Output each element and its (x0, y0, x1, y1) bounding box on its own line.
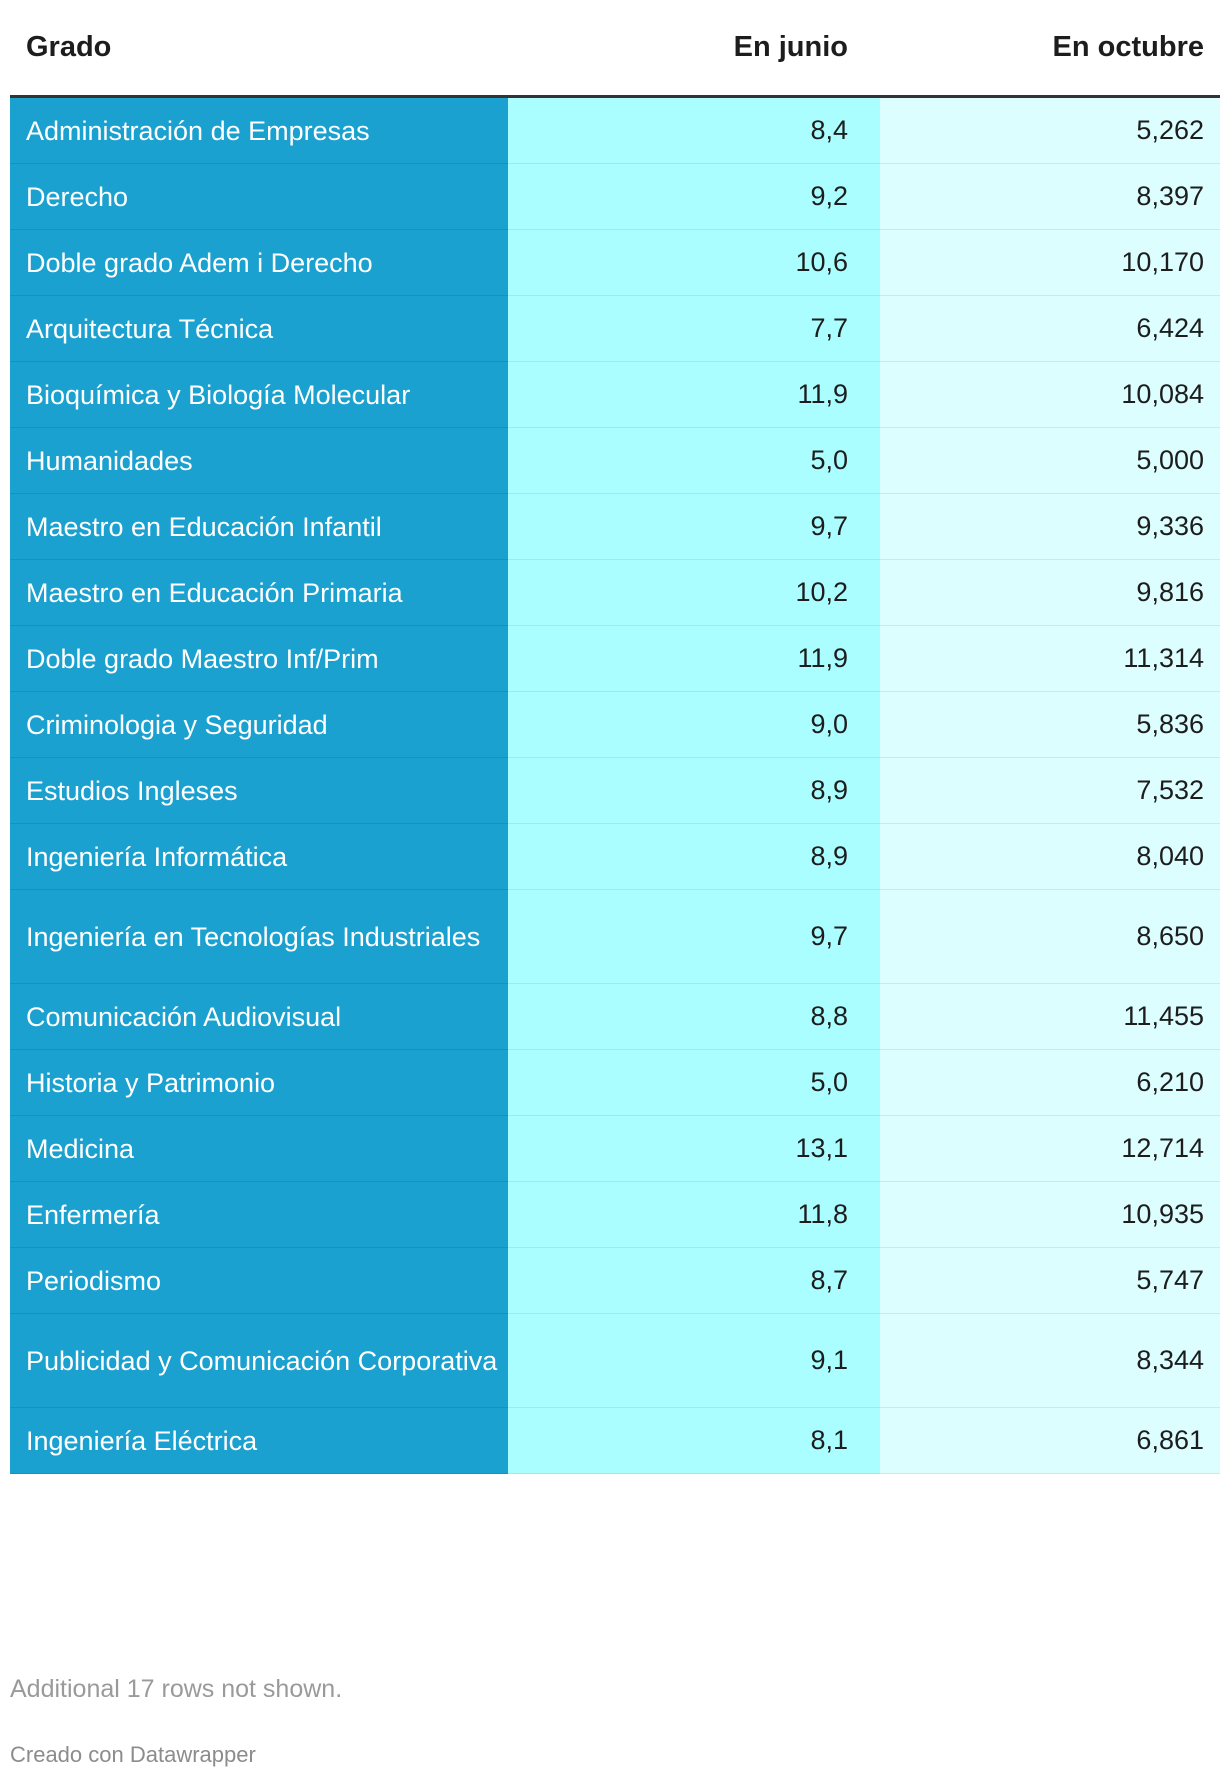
cell-grado (10, 1408, 508, 1474)
cell-grado-text: Doble grado Adem i Derecho (26, 247, 373, 278)
cell-octubre: 7,532 (880, 758, 1220, 824)
cell-grado-text: Publicidad y Comunicación Corporativa (26, 1345, 498, 1376)
cell-junio: 11,9 (508, 626, 880, 692)
cell-grado (10, 1182, 508, 1248)
cell-octubre: 10,084 (880, 362, 1220, 428)
cell-junio: 7,7 (508, 296, 880, 362)
cell-grado-text: Ingeniería Eléctrica (26, 1425, 258, 1456)
cell-grado (10, 296, 508, 362)
cell-grado-text: Bioquímica y Biología Molecular (26, 379, 411, 410)
cell-grado-text: Arquitectura Técnica (26, 313, 274, 344)
cell-grado-text: Periodismo (26, 1265, 162, 1296)
cell-junio: 11,9 (508, 362, 880, 428)
cell-octubre: 6,210 (880, 1050, 1220, 1116)
cell-grado (10, 1116, 508, 1182)
table-row (10, 824, 1220, 890)
cell-junio: 10,6 (508, 230, 880, 296)
cell-grado (10, 98, 508, 164)
cell-octubre: 5,747 (880, 1248, 1220, 1314)
table-notes: Additional 17 rows not shown. (10, 1675, 343, 1703)
table-row (10, 98, 1220, 164)
table-row (10, 428, 1220, 494)
cell-grado (10, 890, 508, 984)
cell-grado-text: Medicina (26, 1133, 135, 1164)
credit-line: Creado con Datawrapper (10, 1742, 256, 1767)
cell-junio: 8,8 (508, 984, 880, 1050)
cell-grado-text: Ingeniería en Tecnologías Industriales (26, 921, 481, 952)
cell-junio: 9,2 (508, 164, 880, 230)
cell-grado-text: Estudios Ingleses (26, 775, 238, 806)
table-row (10, 296, 1220, 362)
cell-junio: 10,2 (508, 560, 880, 626)
cell-grado-text: Derecho (26, 181, 129, 212)
cell-grado (10, 1050, 508, 1116)
cell-grado (10, 494, 508, 560)
cell-octubre: 9,336 (880, 494, 1220, 560)
cell-octubre: 11,314 (880, 626, 1220, 692)
table-header (10, 0, 1220, 98)
table-row (10, 890, 1220, 984)
table-row (10, 1408, 1220, 1474)
table-row (10, 164, 1220, 230)
cell-grado-text: Doble grado Maestro Inf/Prim (26, 643, 379, 674)
cell-octubre: 8,650 (880, 890, 1220, 984)
cell-octubre: 6,861 (880, 1408, 1220, 1474)
column-header-junio[interactable]: En junio (733, 31, 848, 63)
column-header-octubre[interactable]: En octubre (1052, 31, 1204, 63)
table-row (10, 362, 1220, 428)
table-row (10, 230, 1220, 296)
table-row (10, 1050, 1220, 1116)
cell-octubre: 12,714 (880, 1116, 1220, 1182)
cell-junio: 9,7 (508, 890, 880, 984)
table-row (10, 494, 1220, 560)
table-body (10, 98, 1220, 1474)
cell-grado (10, 560, 508, 626)
cell-junio: 5,0 (508, 1050, 880, 1116)
cell-junio: 9,7 (508, 494, 880, 560)
cell-grado (10, 164, 508, 230)
cell-junio: 11,8 (508, 1182, 880, 1248)
cell-grado (10, 428, 508, 494)
cell-octubre: 10,170 (880, 230, 1220, 296)
cell-grado-text: Enfermería (26, 1199, 160, 1230)
cell-grado-text: Humanidades (26, 445, 193, 476)
cell-junio: 8,9 (508, 824, 880, 890)
cell-junio: 5,0 (508, 428, 880, 494)
table-row (10, 626, 1220, 692)
cell-junio: 8,4 (508, 98, 880, 164)
table-row (10, 984, 1220, 1050)
cell-grado (10, 824, 508, 890)
cell-octubre: 5,262 (880, 98, 1220, 164)
cell-junio: 9,1 (508, 1314, 880, 1408)
cell-octubre: 8,040 (880, 824, 1220, 890)
cell-junio: 8,1 (508, 1408, 880, 1474)
cell-grado (10, 362, 508, 428)
cell-grado-text: Maestro en Educación Primaria (26, 577, 403, 608)
cell-octubre: 9,816 (880, 560, 1220, 626)
cell-octubre: 10,935 (880, 1182, 1220, 1248)
cell-grado (10, 626, 508, 692)
cell-grado (10, 1248, 508, 1314)
cell-junio: 13,1 (508, 1116, 880, 1182)
cell-octubre: 8,344 (880, 1314, 1220, 1408)
cell-octubre: 11,455 (880, 984, 1220, 1050)
table-row (10, 692, 1220, 758)
cell-octubre: 5,836 (880, 692, 1220, 758)
cell-octubre: 8,397 (880, 164, 1220, 230)
table-row (10, 560, 1220, 626)
cell-grado (10, 984, 508, 1050)
cell-grado (10, 692, 508, 758)
cell-octubre: 5,000 (880, 428, 1220, 494)
cell-grado (10, 1314, 508, 1408)
cell-grado-text: Criminologia y Seguridad (26, 709, 328, 740)
table-row (10, 1182, 1220, 1248)
table-row (10, 758, 1220, 824)
cell-grado-text: Historia y Patrimonio (26, 1067, 276, 1098)
cell-grado-text: Comunicación Audiovisual (26, 1001, 342, 1032)
table-row (10, 1314, 1220, 1408)
table-row (10, 1116, 1220, 1182)
cell-grado (10, 230, 508, 296)
data-table (10, 0, 1220, 1474)
cell-grado (10, 758, 508, 824)
cell-junio: 8,7 (508, 1248, 880, 1314)
cell-junio: 8,9 (508, 758, 880, 824)
cell-grado-text: Maestro en Educación Infantil (26, 511, 382, 542)
column-header-grado[interactable]: Grado (26, 31, 112, 63)
cell-grado-text: Administración de Empresas (26, 115, 370, 146)
cell-junio: 9,0 (508, 692, 880, 758)
table-row (10, 1248, 1220, 1314)
cell-octubre: 6,424 (880, 296, 1220, 362)
cell-grado-text: Ingeniería Informática (26, 841, 288, 872)
